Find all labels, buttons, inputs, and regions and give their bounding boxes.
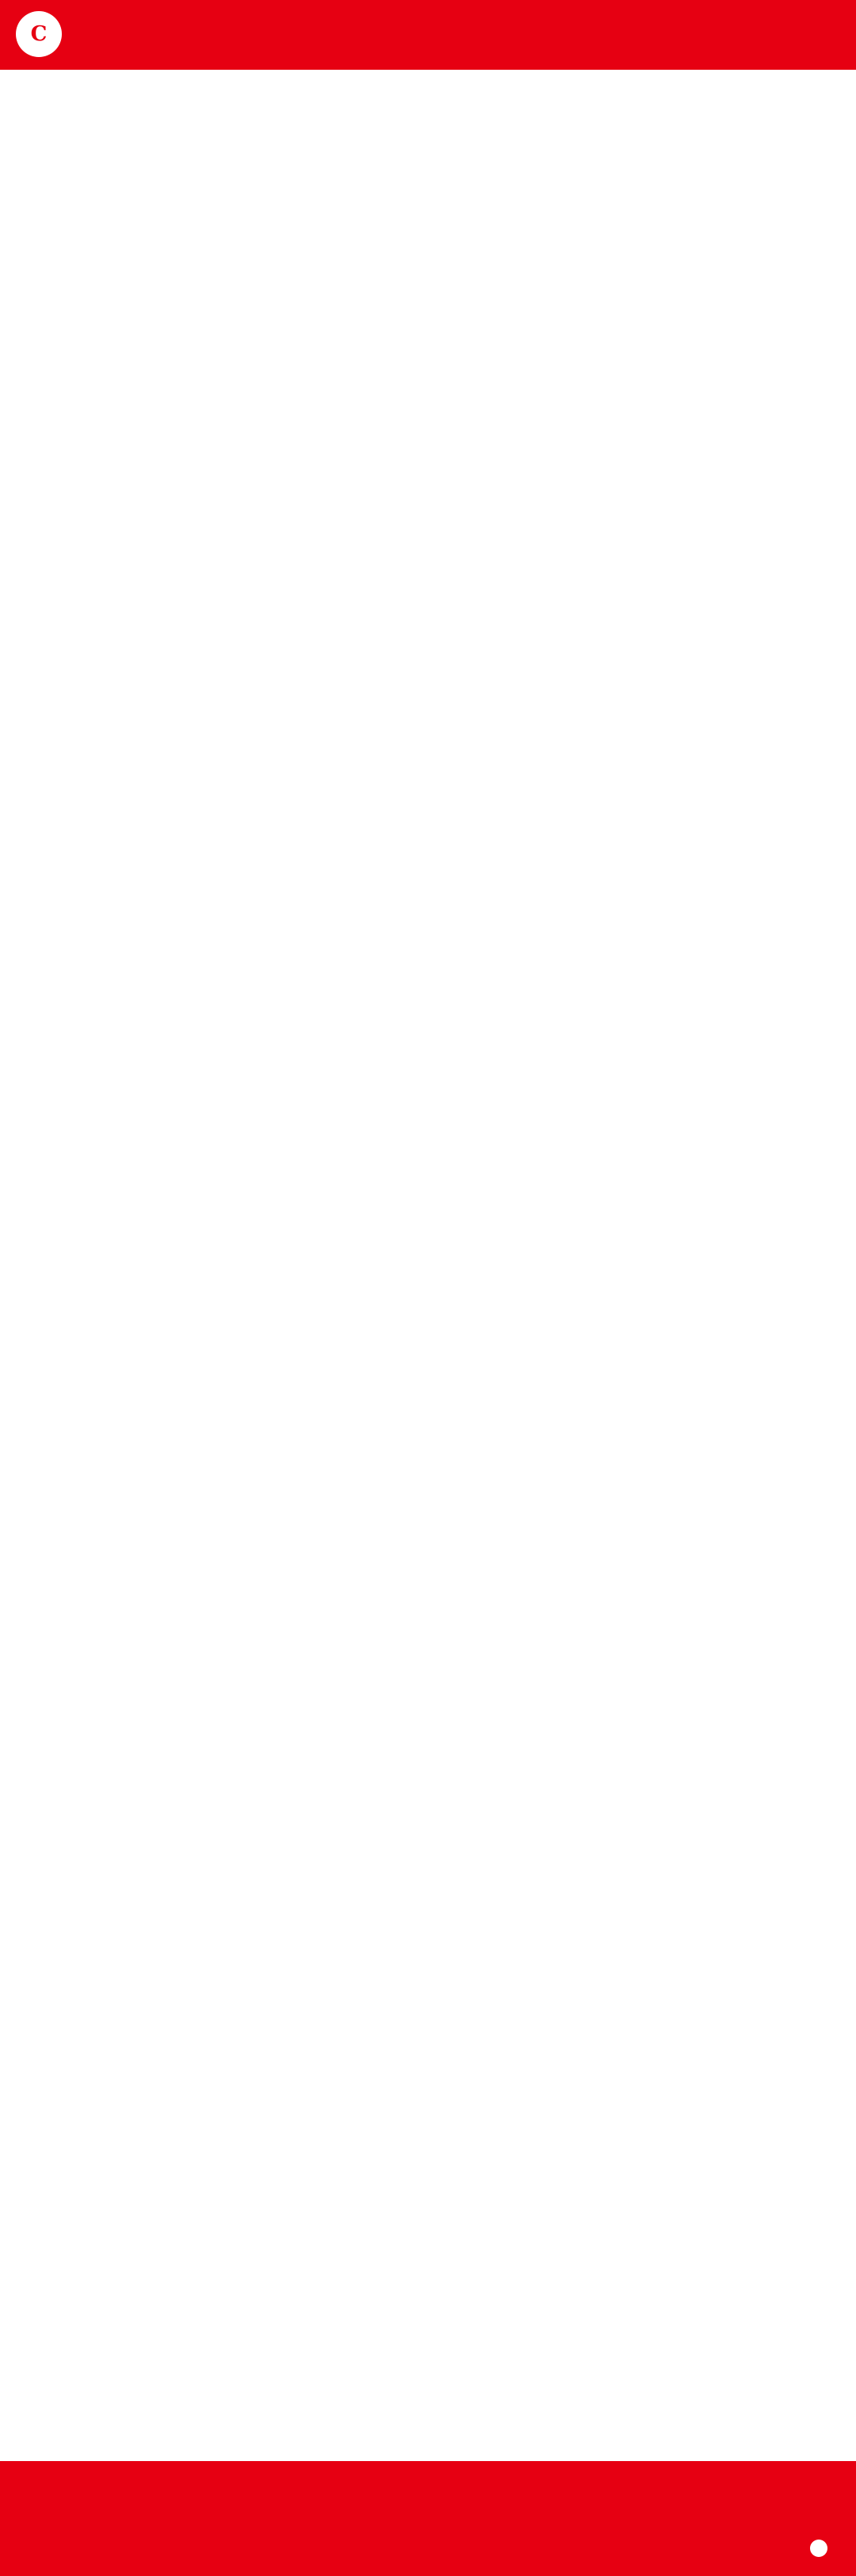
trend-table (0, 70, 856, 2461)
footer-bar (0, 2461, 856, 2576)
lottery-logo-icon: C (16, 11, 62, 57)
wechat-icon (810, 2540, 827, 2557)
header-bar (0, 0, 856, 70)
watermark (810, 2537, 832, 2557)
